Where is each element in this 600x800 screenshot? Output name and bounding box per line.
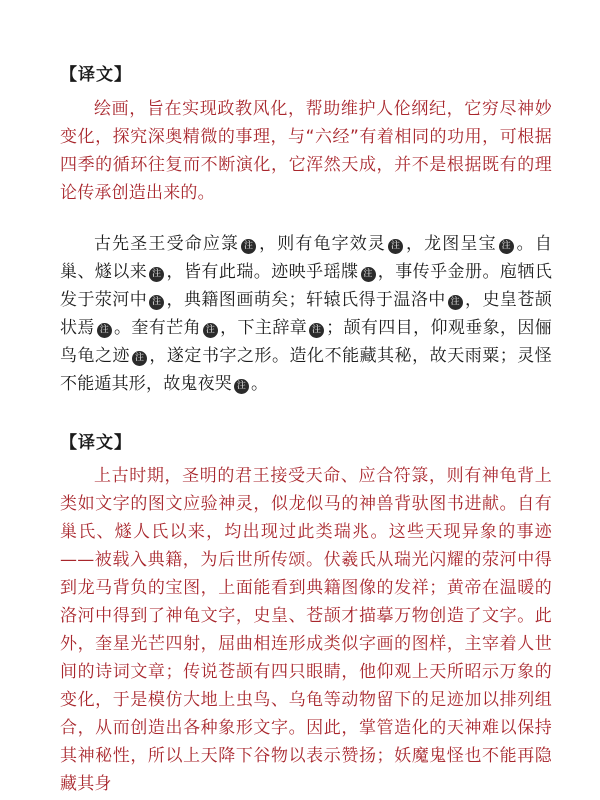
annotation-marker-icon[interactable]: 注 (203, 323, 218, 338)
annotation-marker-icon[interactable]: 注 (241, 239, 256, 254)
original-text-segment: ，下主辞章 (219, 318, 308, 338)
original-text-segment: ，皆有此瑞。迹映乎瑶牒 (166, 262, 359, 282)
annotation-marker-icon[interactable]: 注 (499, 239, 514, 254)
original-text-segment: ；颉有四目，仰观垂象，因俪鸟龟之迹 (60, 318, 553, 366)
annotation-marker-icon[interactable]: 注 (361, 267, 376, 282)
annotation-marker-icon[interactable]: 注 (149, 295, 164, 310)
translation-paragraph-1: 绘画，旨在实现政教风化，帮助维护人伦纲纪，它穷尽神妙变化，探究深奥精微的事理，与“六经”有着相同的功用，可根据四季的循环往复而不断演化，它浑然天成，并不是根据既有的理论传承创造出来的。 (60, 99, 552, 203)
translation-heading-1: 【译文】 (60, 65, 132, 85)
annotation-marker-icon[interactable]: 注 (388, 239, 403, 254)
original-text-segment: ，龙图呈宝 (405, 234, 497, 254)
original-text-paragraph (60, 230, 552, 398)
translation-heading-2: 【译文】 (60, 433, 132, 453)
original-text-segment: ，遂定书字之形。造化不能藏其秘，故天雨粟；灵怪不能遁其形，故鬼夜哭 (60, 346, 552, 394)
annotation-marker-icon[interactable]: 注 (234, 379, 249, 394)
annotation-marker-icon[interactable]: 注 (132, 351, 147, 366)
original-text-segment: ，事传乎金册。庖牺氏发于荥河中 (60, 262, 553, 310)
annotation-marker-icon[interactable]: 注 (448, 295, 463, 310)
annotation-marker-icon[interactable]: 注 (149, 267, 164, 282)
original-text-segment: 古先圣王受命应箓 (94, 234, 240, 254)
original-text-segment: ，典籍图画萌矣；轩辕氏得于温洛中 (166, 290, 446, 310)
original-text-segment: 。奎有芒角 (113, 318, 201, 338)
translation-paragraph-2: 上古时期，圣明的君王接受天命、应合符箓，则有神龟背上类如文字的图文应验神灵，似龙似马的神兽背驮图书进献。自有巢氏、燧人氏以来，均出现过此类瑞兆。这些天现异象的事迹——被载入典籍，为后世所传颂。伏羲氏从瑞光闪耀的荥河中得到龙马背负的宝图，上面能看到典籍图像的发祥；黄帝在温暖的洛河中得到了神龟文字，史皇、苍颉才描摹万物创造了文字。此外，奎星光芒四射，屈曲相连形成类似字画的图样，主宰着人世间的诗词文章；传说苍颉有四只眼睛，他仰观上天所昭示万象的变化，于是模仿大地上虫鸟、乌龟等动物留下的足迹加以排列组合，从而创造出各种象形文字。因此，掌管造化的天神难以保持其神秘性，所以上天降下谷物以表示赞扬；妖魔鬼怪也不能再隐藏其身 (60, 466, 552, 794)
original-text-segment: ，史皇苍颉状焉 (60, 290, 553, 338)
original-text-segment: ，则有龟字效灵 (258, 234, 387, 254)
annotation-marker-icon[interactable]: 注 (97, 323, 112, 338)
annotation-marker-icon[interactable]: 注 (309, 323, 324, 338)
original-text-segment: 。 (251, 374, 269, 394)
original-text-segment: 。自巢、燧以来 (60, 234, 553, 282)
